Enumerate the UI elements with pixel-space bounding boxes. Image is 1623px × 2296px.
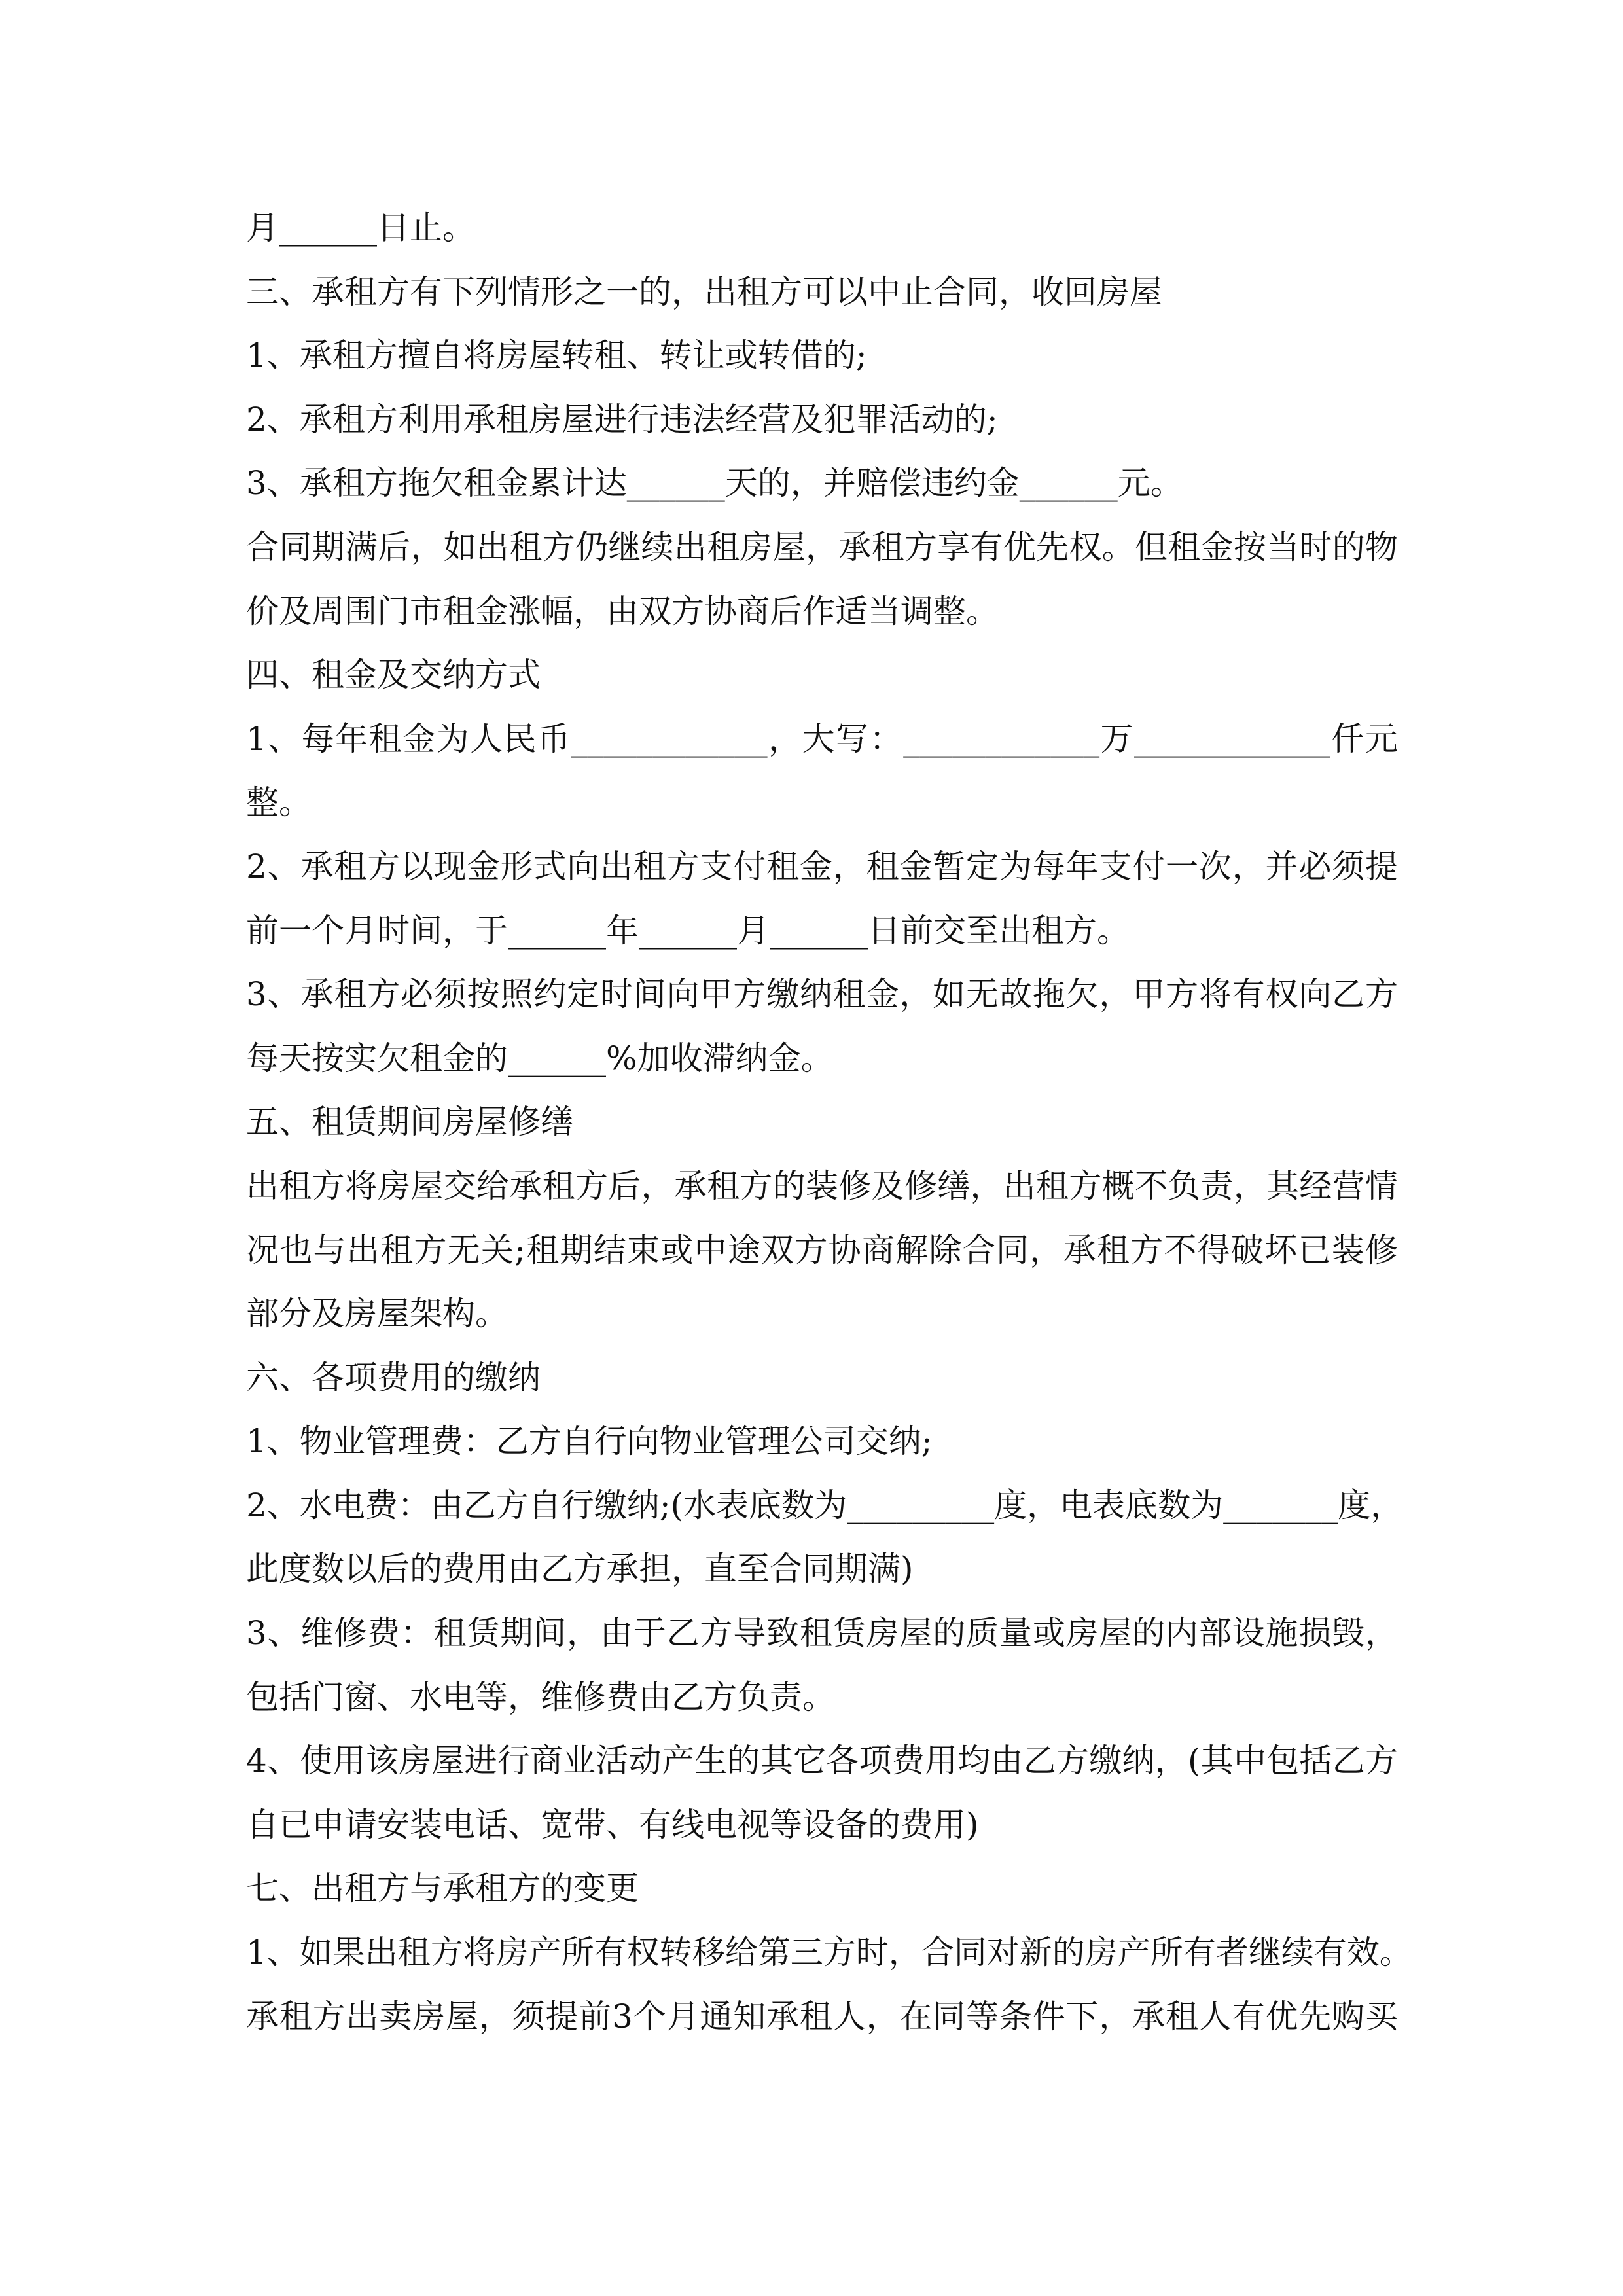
text-line: 况也与出租方无关;租期结束或中途双方协商解除合同，承租方不得破坏已装修	[246, 1230, 1398, 1269]
section-heading-6: 六、各项费用的缴纳	[246, 1358, 541, 1397]
section-heading-5: 五、租赁期间房屋修缮	[246, 1103, 573, 1141]
text-line: 4、使用该房屋进行商业活动产生的其它各项费用均由乙方缴纳，(其中包括乙方	[246, 1742, 1398, 1780]
text-line: 价及周围门市租金涨幅，由双方协商后作适当调整。	[246, 592, 999, 630]
text-line: 2、水电费：由乙方自行缴纳;(水表底数为_________度，电表底数为_______度，	[246, 1486, 1404, 1524]
text-line: 月______日止。	[246, 209, 475, 247]
text-line: 此度数以后的费用由乙方承担，直至合同期满)	[246, 1550, 914, 1588]
section-heading-3: 三、承租方有下列情形之一的，出租方可以中止合同，收回房屋	[246, 272, 1162, 311]
text-line: 3、承租方拖欠租金累计达______天的，并赔偿违约金______元。	[246, 464, 1183, 503]
text-line: 3、承租方必须按照约定时间向甲方缴纳租金，如无故拖欠，甲方将有权向乙方	[246, 975, 1398, 1014]
text-line: 2、承租方利用承租房屋进行违法经营及犯罪活动的;	[246, 400, 998, 439]
text-line: 承租方出卖房屋，须提前3个月通知承租人，在同等条件下，承租人有优先购买	[246, 1997, 1398, 2036]
text-line: 每天按实欠租金的______%加收滞纳金。	[246, 1039, 834, 1077]
section-heading-4: 四、租金及交纳方式	[246, 656, 541, 694]
text-line: 出租方将房屋交给承租方后，承租方的装修及修缮，出租方概不负责，其经营情	[246, 1166, 1398, 1205]
document-body	[246, 196, 1412, 2049]
text-line: 包括门窗、水电等，维修费由乙方负责。	[246, 1677, 835, 1716]
text-line: 1、承租方擅自将房屋转租、转让或转借的;	[246, 336, 867, 375]
text-line: 1、物业管理费：乙方自行向物业管理公司交纳;	[246, 1422, 933, 1461]
section-heading-7: 七、出租方与承租方的变更	[246, 1869, 639, 1908]
text-line: 部分及房屋架构。	[246, 1295, 508, 1333]
text-line: 1、如果出租方将房产所有权转移给第三方时，合同对新的房产所有者继续有效。	[246, 1933, 1412, 1972]
text-line: 2、承租方以现金形式向出租方支付租金，租金暂定为每年支付一次，并必须提	[246, 847, 1398, 886]
text-line: 合同期满后，如出租方仍继续出租房屋，承租方享有优先权。但租金按当时的物	[246, 528, 1398, 566]
text-line: 3、维修费：租赁期间，由于乙方导致租赁房屋的质量或房屋的内部设施损毁，	[246, 1614, 1398, 1653]
text-line: 整。	[246, 783, 312, 822]
text-line: 前一个月时间，于______年______月______日前交至出租方。	[246, 911, 1130, 950]
text-line: 自已申请安装电话、宽带、有线电视等设备的费用)	[246, 1805, 979, 1844]
text-line: 1、每年租金为人民币____________，大写：____________万____________仟元	[246, 719, 1398, 758]
